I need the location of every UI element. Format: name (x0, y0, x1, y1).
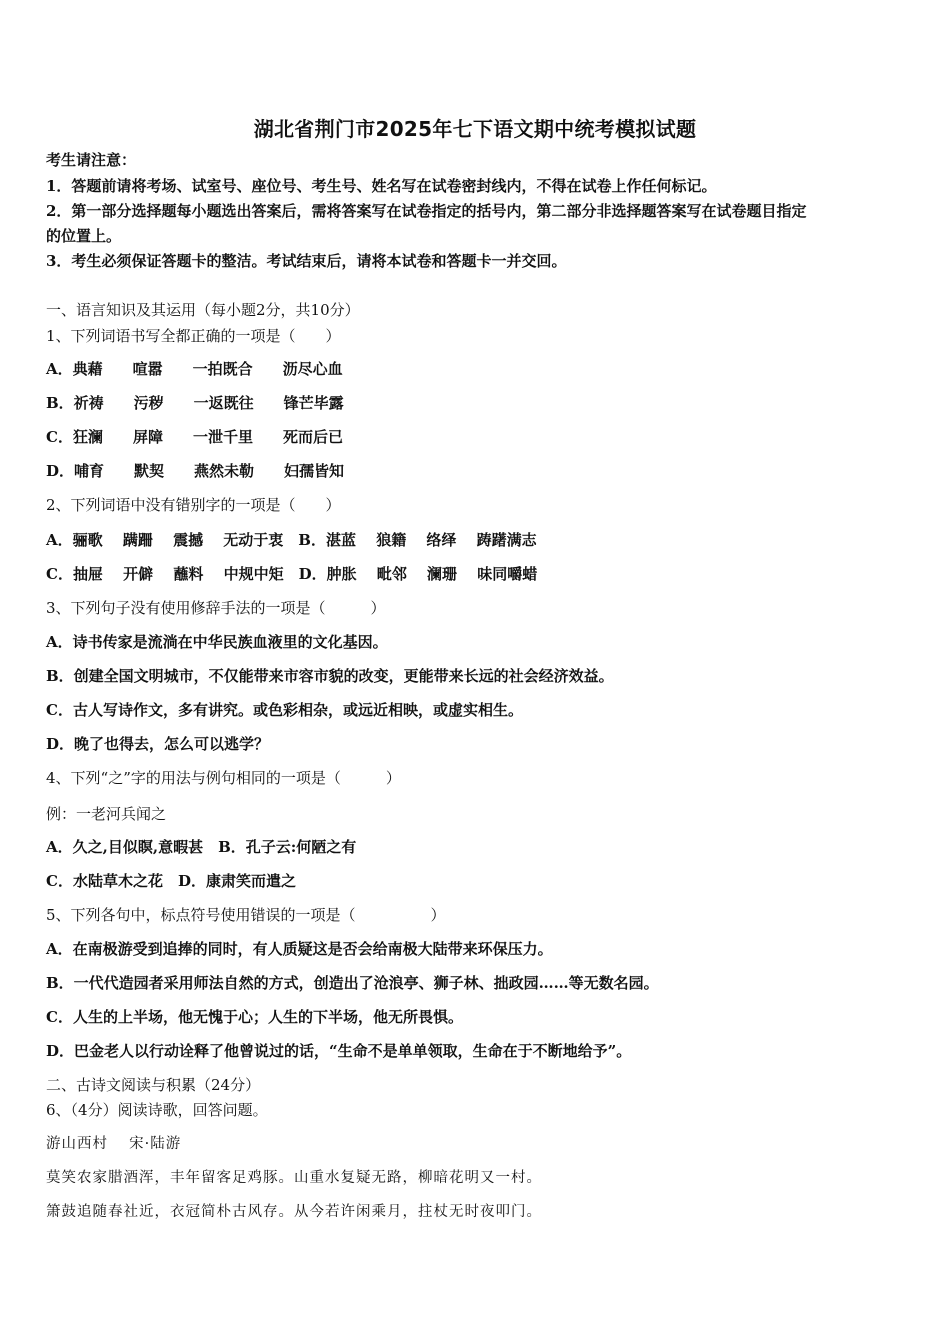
notice-item: 2．第一部分选择题每小题选出答案后，需将答案写在试卷指定的括号内，第二部分非选择题答案写在试卷题目指定 (46, 202, 807, 220)
notice-heading: 考生请注意： (46, 151, 137, 169)
notice-item: 3．考生必须保证答题卡的整洁。考试结束后，请将本试卷和答题卡一并交回。 (46, 252, 567, 270)
question-stem: 6、（4分）阅读诗歌，回答问题。 (46, 1101, 268, 1119)
question-example: 例：一老河兵闻之 (46, 805, 167, 823)
question-option: D．晚了也得去，怎么可以逃学？ (46, 735, 270, 753)
question-stem: 5、下列各句中，标点符号使用错误的一项是（ ） (46, 906, 446, 924)
section-heading: 一、语言知识及其运用（每小题2分，共10分） (46, 301, 360, 319)
question-option: B．创建全国文明城市，不仅能带来市容市貌的改变，更能带来长远的社会经济效益。 (46, 667, 614, 685)
question-option: A．诗书传家是流淌在中华民族血液里的文化基因。 (46, 633, 388, 651)
question-option: B．一代代造园者采用师法自然的方式，创造出了沧浪亭、狮子林、拙政园……等无数名园。 (46, 974, 659, 992)
question-option: C．人生的上半场，他无愧于心；人生的下半场，他无所畏惧。 (46, 1008, 463, 1026)
poem-line: 莫笑农家腊酒浑，丰年留客足鸡豚。山重水复疑无路，柳暗花明又一村。 (46, 1170, 542, 1186)
notice-item: 的位置上。 (46, 227, 122, 245)
poem-title: 游山西村 宋·陆游 (46, 1136, 182, 1152)
question-option: C．水陆草木之花 D．康肃笑而遣之 (46, 872, 296, 890)
page-title: 湖北省荆门市2025年七下语文期中统考模拟试题 (253, 117, 697, 141)
question-option: A．久之,目似瞑,意暇甚 B．孔子云:何陋之有 (46, 838, 357, 856)
question-option: A．骊歌 蹒跚 震撼 无动于衷 B．湛蓝 狼籍 络绎 踌躇满志 (46, 531, 537, 549)
question-option: D．巴金老人以行动诠释了他曾说过的话，“生命不是单单领取，生命在于不断地给予”。 (46, 1042, 632, 1060)
question-stem: 1、下列词语书写全都正确的一项是（ ） (46, 327, 341, 345)
question-option: C．抽屉 开僻 蘸料 中规中矩 D．肿胀 毗邻 澜珊 味同嚼蜡 (46, 565, 538, 583)
question-option: B．祈祷 污秽 一返既往 锋芒毕露 (46, 394, 344, 412)
question-option: C．古人写诗作文，多有讲究。或色彩相杂，或远近相映，或虚实相生。 (46, 701, 523, 719)
question-stem: 3、下列句子没有使用修辞手法的一项是（ ） (46, 599, 386, 617)
section-heading: 二、古诗文阅读与积累（24分） (46, 1076, 261, 1094)
question-option: D．哺育 默契 燕然未勒 妇孺皆知 (46, 462, 345, 480)
question-option: A．在南极游受到追捧的同时，有人质疑这是否会给南极大陆带来环保压力。 (46, 940, 553, 958)
question-stem: 4、下列“之”字的用法与例句相同的一项是（ ） (46, 769, 401, 787)
question-option: C．狂澜 屏障 一泄千里 死而后已 (46, 428, 343, 446)
question-stem: 2、下列词语中没有错别字的一项是（ ） (46, 496, 341, 514)
question-option: A．典藉 喧嚣 一拍既合 沥尽心血 (46, 360, 343, 378)
poem-line: 箫鼓追随春社近，衣冠简朴古风存。从今若许闲乘月，拄杖无时夜叩门。 (46, 1204, 542, 1220)
notice-item: 1．答题前请将考场、试室号、座位号、考生号、姓名写在试卷密封线内，不得在试卷上作任何标记。 (46, 177, 717, 195)
